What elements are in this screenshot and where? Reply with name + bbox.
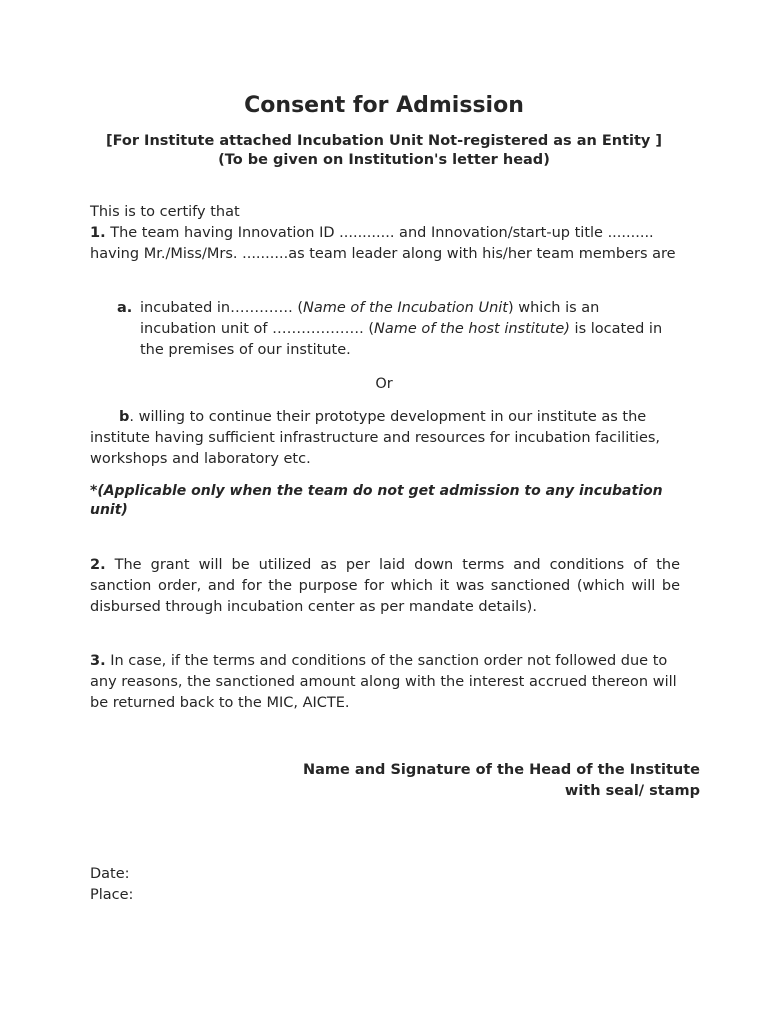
subtitle-line-1: [For Institute attached Incubation Unit Not-registered as an Entity ] [105,133,663,149]
paragraph-2 [90,555,680,618]
paragraph-1-number: 1. [90,225,106,241]
paragraph-3 [90,651,680,714]
signature-block [140,760,700,802]
list-item-b-marker: b [119,409,130,425]
incubation-unit-name-placeholder: Name of the Incubation Unit [302,300,508,316]
signature-line-1: Name and Signature of the Head of the Institute [303,762,700,778]
list-item-b [90,407,680,470]
date-label: Date: [90,866,130,882]
paragraph-3-number: 3. [90,653,106,669]
list-item-a-text [140,298,674,361]
page-title: Consent for Admission [244,93,524,118]
paragraph-2-number: 2. [90,557,106,573]
intro-text: This is to certify that [90,204,240,220]
list-item-a-marker: a. [117,300,133,316]
list-item-b-text: . willing to continue their prototype development in our institute as the institute having sufficient infrastructure and resources for incubation facilities, workshops and laboratory etc. [90,409,661,467]
or-separator: Or [375,376,393,392]
paragraph-1-text: The team having Innovation ID ............ and Innovation/start-up title .......... having Mr./Miss/Mrs. ..........as team leader along with his/her team members are [90,225,676,262]
date-place-block [90,864,390,906]
item-a-text-3: is located in the premises of our institute. [140,321,663,358]
document-subtitle [60,132,708,170]
host-institute-name-placeholder: Name of the host institute) [374,321,570,337]
applicability-note: *(Applicable only when the team do not get admission to any incubation unit) [90,483,663,518]
paragraph-1 [90,223,680,265]
signature-line-2: with seal/ stamp [564,783,700,799]
item-a-text-2: ) which is an incubation unit of ………………. ( [140,300,600,337]
paragraph-3-text: In case, if the terms and conditions of the sanction order not followed due to any reasons, the sanctioned amount along with the interest accrued thereon will be returned back to the MIC, AICTE. [90,653,677,711]
subtitle-line-2: (To be given on Institution's letter head) [218,152,550,168]
place-label: Place: [90,887,134,903]
item-a-text-1: incubated in…………. ( [140,300,303,316]
paragraph-2-text: The grant will be utilized as per laid down terms and conditions of the sanction order, and for the purpose for which it was sanctioned (which will be disbursed through incubation center as per mandate details). [90,557,680,615]
